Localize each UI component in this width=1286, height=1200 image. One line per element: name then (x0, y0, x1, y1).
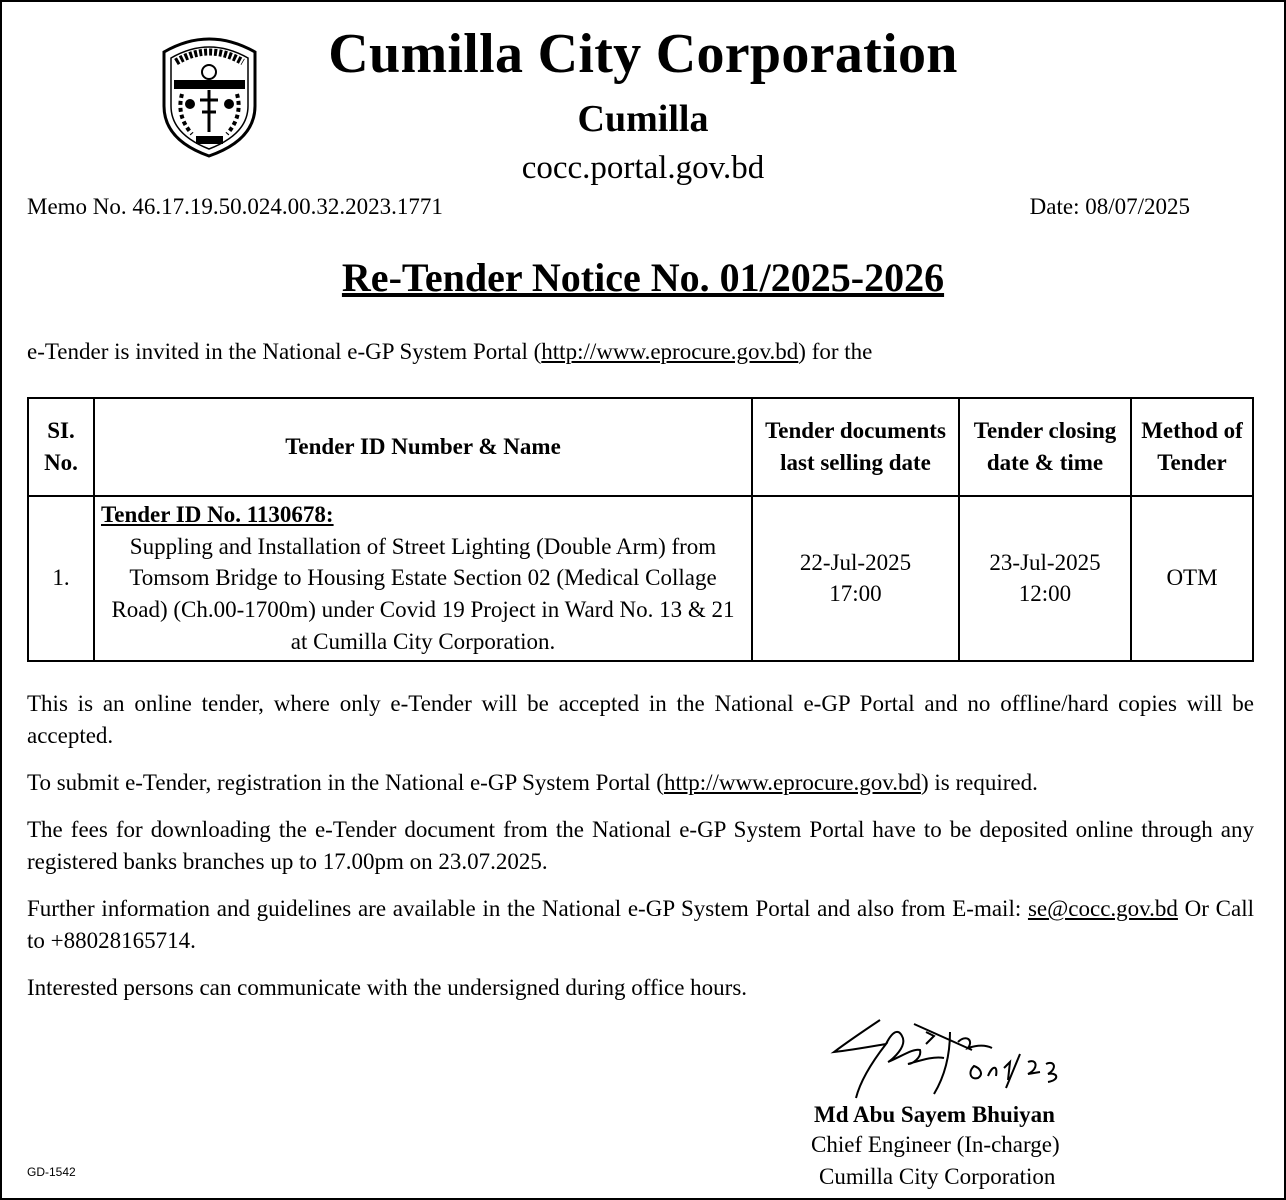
registration-text-before: To submit e-Tender, registration in the National e-GP System Portal ( (27, 770, 664, 795)
cell-closing-date (959, 496, 1131, 661)
registration-eprocure-link[interactable]: http://www.eprocure.gov.bd (663, 770, 921, 795)
organization-website: cocc.portal.gov.bd (521, 150, 765, 186)
cell-sl-no: 1. (28, 496, 94, 661)
tender-description: Suppling and Installation of Street Lighting (Double Arm) from Tomsom Bridge to Housing Estate Section 02 (Medical Collage Road) (Ch.00-1700m) under Covid 19 Project in Ward No. 13 & 21 at Cumilla City Corporation. (111, 533, 735, 654)
paragraph-online-tender: This is an online tender, where only e-Tender will be accepted in the National e-GP Portal and no offline/hard copies will be accepted. (27, 691, 1254, 748)
header-sl-no: SI. No. (28, 398, 94, 496)
closing-date: 23-Jul-2025 (989, 549, 1101, 575)
eprocure-link[interactable]: http://www.eprocure.gov.bd (541, 339, 799, 364)
notice-title: Re-Tender Notice No. 01/2025-2026 (341, 255, 945, 300)
intro-text-before: e-Tender is invited in the National e-GP System Portal ( (27, 339, 542, 364)
paragraph-fees: The fees for downloading the e-Tender document from the National e-GP System Portal have to be deposited online through any registered banks branches up to 17.00pm on 23.07.2025. (27, 817, 1254, 874)
notice-date: Date: 08/07/2025 (1029, 194, 1190, 219)
closing-time: 12:00 (1018, 581, 1072, 607)
header-method: Method of Tender (1131, 398, 1253, 496)
further-info-text-after: Or Call to +88028165714. (27, 896, 1254, 953)
signature-date (968, 1060, 1023, 1075)
signatory-organization: Cumilla City Corporation (819, 1164, 1056, 1189)
further-info-text-before: Further information and guidelines are available in the National e-GP System Portal and also from E-mail: (27, 896, 1028, 921)
memo-number: Memo No. 46.17.19.50.024.00.32.2023.1771 (27, 194, 443, 219)
header-selling-date: Tender documents last selling date (752, 398, 959, 496)
handwritten-signature-icon (822, 1002, 1112, 1102)
header-closing-date: Tender closing date & time (959, 398, 1131, 496)
signatory-name: Md Abu Sayem Bhuiyan (814, 1102, 1055, 1127)
table-row (28, 496, 1253, 661)
intro-text-after: ) for the (798, 339, 873, 364)
paragraph-registration (27, 767, 1254, 799)
paragraph-further-info (27, 893, 1254, 957)
cell-method: OTM (1131, 496, 1253, 661)
header-tender-id-name: Tender ID Number & Name (94, 398, 752, 496)
tender-table (27, 397, 1254, 662)
selling-date: 22-Jul-2025 (799, 549, 912, 575)
paragraph-office-hours: Interested persons can communicate with the undersigned during office hours. (27, 975, 748, 1000)
registration-text-after: ) is required. (920, 770, 1038, 795)
cell-selling-date (752, 496, 959, 661)
cell-tender-details (94, 496, 752, 661)
tender-id: Tender ID No. 1130678: (101, 502, 334, 527)
organization-name: Cumilla City Corporation (328, 23, 958, 85)
email-link[interactable]: se@cocc.gov.bd (1027, 896, 1178, 921)
organization-city: Cumilla (577, 98, 709, 140)
intro-text (27, 339, 872, 365)
signatory-title: Chief Engineer (In-charge) (811, 1132, 1060, 1157)
gd-code: GD-1542 (27, 1165, 76, 1179)
table-header-row (28, 398, 1253, 496)
selling-time: 17:00 (829, 581, 882, 607)
